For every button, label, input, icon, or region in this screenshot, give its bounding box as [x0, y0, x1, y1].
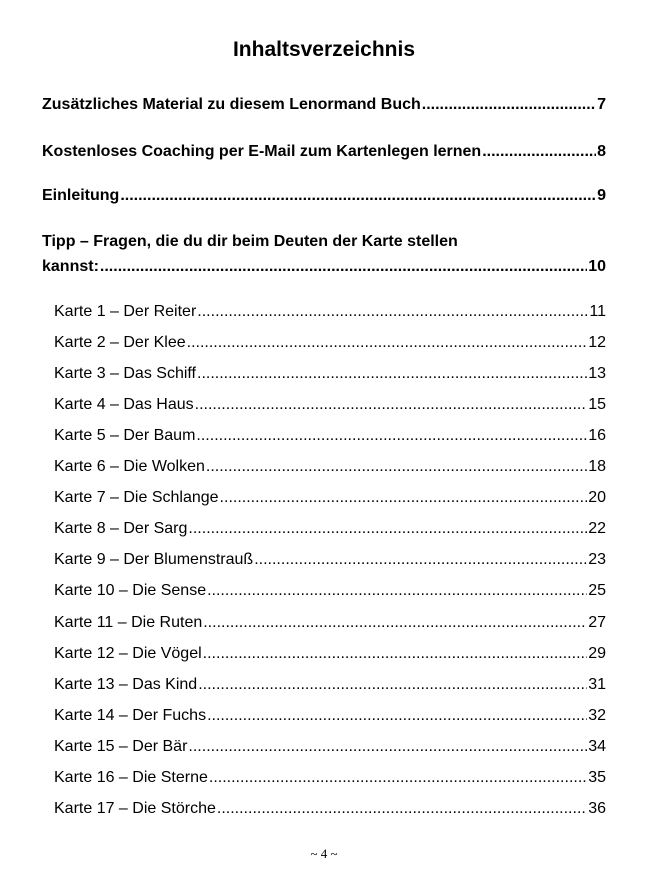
- toc-entry-label: Karte 4 – Das Haus: [54, 396, 194, 414]
- dot-leader: [254, 551, 587, 569]
- toc-entry-card[interactable]: [54, 800, 606, 818]
- dot-leader: [207, 582, 587, 600]
- toc-entry-label: kannst:: [42, 258, 99, 275]
- dot-leader: [196, 427, 587, 445]
- dot-leader: [187, 334, 588, 352]
- toc-page-number: 25: [588, 582, 606, 600]
- toc-entry-label: Karte 16 – Die Sterne: [54, 768, 208, 786]
- dot-leader: [207, 707, 587, 725]
- toc-page-number: 27: [588, 613, 606, 631]
- toc-entry-card[interactable]: [54, 334, 606, 352]
- toc-entry-card[interactable]: [54, 582, 606, 600]
- toc-entry-label: Karte 15 – Der Bär: [54, 737, 188, 755]
- toc-page-number: 31: [588, 675, 606, 693]
- toc-page-number: 8: [597, 143, 606, 160]
- dot-leader: [209, 769, 587, 787]
- toc-entry-label: Einleitung: [42, 187, 120, 204]
- toc-page-number: 34: [588, 737, 606, 755]
- toc-entry-label: Karte 11 – Die Ruten: [54, 613, 203, 631]
- toc-entry-label: Karte 5 – Der Baum: [54, 427, 196, 445]
- toc-entry-card[interactable]: [54, 303, 606, 321]
- toc-entry-card[interactable]: [54, 489, 606, 507]
- dot-leader: [422, 96, 596, 114]
- dot-leader: [198, 676, 587, 694]
- toc-entry-label: Karte 10 – Die Sense: [54, 582, 207, 600]
- dot-leader: [217, 800, 587, 818]
- toc-entry-tipp-line1[interactable]: Tipp – Fragen, die du dir beim Deuten der Karte stellen: [42, 233, 458, 250]
- toc-entry-card[interactable]: [54, 645, 606, 663]
- page-title: Inhaltsverzeichnis: [232, 38, 416, 61]
- dot-leader: [203, 645, 588, 663]
- toc-page-number: 29: [588, 644, 606, 662]
- toc-page-number: 7: [597, 96, 606, 113]
- toc-page-number: 15: [588, 396, 606, 414]
- toc-page-number: 18: [588, 458, 606, 476]
- toc-page-number: 36: [588, 799, 606, 817]
- dot-leader: [188, 520, 587, 538]
- toc-page-number: 16: [588, 427, 606, 445]
- toc-entry-card[interactable]: [54, 396, 606, 414]
- toc-entry-label: Karte 3 – Das Schiff: [54, 365, 196, 383]
- toc-entry-label: Karte 1 – Der Reiter: [54, 303, 197, 320]
- toc-entry-tipp[interactable]: [42, 258, 606, 276]
- toc-entry-card[interactable]: [54, 707, 606, 725]
- page-footer: ~ 4 ~: [310, 846, 338, 861]
- toc-entry-card[interactable]: [54, 676, 606, 694]
- toc-entry-label: Karte 12 – Die Vögel: [54, 644, 202, 662]
- toc-entry-card[interactable]: [54, 769, 606, 787]
- toc-entry-label: Karte 13 – Das Kind: [54, 675, 198, 693]
- dot-leader: [195, 396, 588, 414]
- toc-entry-card[interactable]: [54, 427, 606, 445]
- toc-entry-card[interactable]: [54, 520, 606, 538]
- toc-page-number: 20: [588, 489, 606, 507]
- dot-leader: [206, 458, 587, 476]
- toc-entry-label: Karte 17 – Die Störche: [54, 799, 216, 817]
- dot-leader: [120, 187, 596, 205]
- toc-page-number: 11: [589, 303, 606, 320]
- dot-leader: [197, 365, 587, 383]
- dot-leader: [203, 614, 587, 632]
- toc-entry-label: Zusätzliches Material zu diesem Lenormand Buch: [42, 96, 421, 113]
- dot-leader: [197, 303, 588, 321]
- toc-entry-coaching[interactable]: [42, 143, 606, 161]
- dot-leader: [220, 489, 588, 507]
- toc-page-number: 22: [588, 520, 606, 538]
- toc-entry-label: Karte 9 – Der Blumenstrauß: [54, 551, 254, 569]
- toc-page-number: 23: [588, 551, 606, 569]
- dot-leader: [482, 143, 596, 161]
- toc-page-number: 12: [588, 334, 606, 352]
- toc-entry-label: Karte 8 – Der Sarg: [54, 520, 188, 538]
- dot-leader: [100, 258, 587, 276]
- toc-entry-card[interactable]: [54, 458, 606, 476]
- toc-entry-label: Karte 7 – Die Schlange: [54, 489, 219, 507]
- toc-entry-label: Kostenloses Coaching per E-Mail zum Kartenlegen lernen: [42, 143, 482, 160]
- toc-page-number: 35: [588, 768, 606, 786]
- toc-entry-card[interactable]: [54, 738, 606, 756]
- toc-entry-card[interactable]: [54, 365, 606, 383]
- toc-entry-label: Karte 14 – Der Fuchs: [54, 706, 207, 724]
- toc-entry-label: Karte 2 – Der Klee: [54, 334, 186, 352]
- toc-page-number: 10: [588, 258, 606, 275]
- dot-leader: [188, 738, 587, 756]
- toc-entry-card[interactable]: [54, 551, 606, 569]
- toc-entry-label: Karte 6 – Die Wolken: [54, 458, 205, 476]
- toc-page-number: 9: [597, 187, 606, 204]
- toc-page-number: 32: [588, 706, 606, 724]
- toc-entry-material[interactable]: [42, 96, 606, 114]
- toc-page-number: 13: [588, 365, 606, 383]
- toc-entry-card[interactable]: [54, 614, 606, 632]
- toc-entry-einleitung[interactable]: [42, 187, 606, 205]
